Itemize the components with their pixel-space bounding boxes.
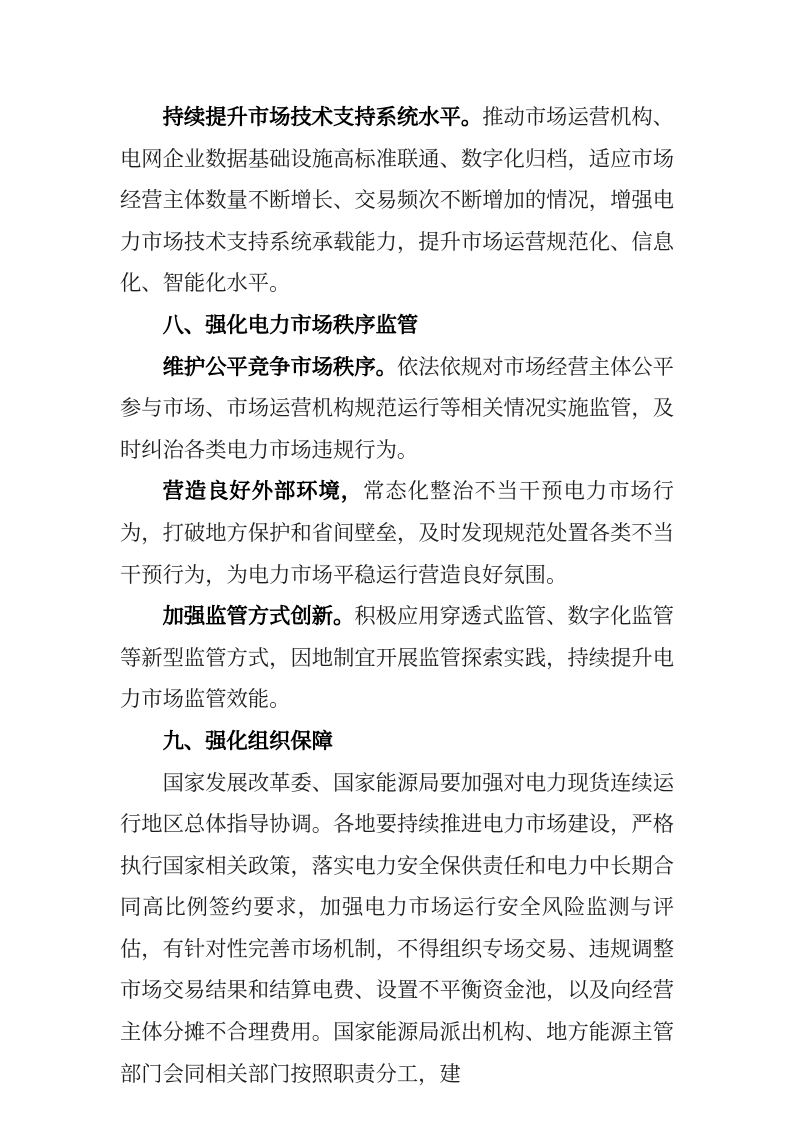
paragraph-text: 积极应用穿透式监管、数字化监管等新型监管方式，因地制宜开展监管探索实践，持续提升电力市场监管效能。: [120, 604, 674, 713]
paragraph-lead: 维护公平竞争市场秩序。: [162, 354, 397, 380]
paragraph-lead: 营造良好外部环境，: [162, 479, 364, 505]
paragraph-organizational-guarantee: [120, 763, 674, 1096]
paragraph-regulation-innovation: [120, 596, 674, 721]
paragraph-external-environment: [120, 471, 674, 596]
section-heading-8: 八、强化电力市场秩序监管: [162, 312, 419, 337]
paragraph-text: 推动市场运营机构、电网企业数据基础设施高标准联通、数字化归档，适应市场经营主体数量不断增长、交易频次不断增加的情况，增强电力市场技术支持系统承载能力，提升市场运营规范化、信息化、智能化水平。: [120, 105, 674, 297]
paragraph-lead: 持续提升市场技术支持系统水平。: [162, 105, 483, 130]
document-content: [120, 97, 674, 1095]
section-heading-9: 九、强化组织保障: [162, 728, 333, 753]
paragraph-text: 依法依规对市场经营主体公平参与市场、市场运营机构规范运行等相关情况实施监管，及时纠治各类电力市场违规行为。: [120, 354, 674, 463]
paragraph-text: 国家发展改革委、国家能源局要加强对电力现货连续运行地区总体指导协调。各地要持续推进电力市场建设，严格执行国家相关政策，落实电力安全保供责任和电力中长期合同高比例签约要求，加强电力市场运行安全风险监测与评估，有针对性完善市场机制，不得组织专场交易、违规调整市场交易结果和结算电费、设置不平衡资金池，以及向经营主体分摊不合理费用。国家能源局派出机构、地方能源主管部门会同相关部门按照职责分工，建: [120, 770, 674, 1087]
paragraph-fair-competition: [120, 347, 674, 472]
paragraph-tech-support: [120, 97, 674, 305]
paragraph-lead: 加强监管方式创新。: [162, 604, 355, 630]
paragraph-text: 常态化整治不当干预电力市场行为，打破地方保护和省间壁垒，及时发现规范处置各类不当干预行为，为电力市场平稳运行营造良好氛围。: [120, 479, 674, 588]
